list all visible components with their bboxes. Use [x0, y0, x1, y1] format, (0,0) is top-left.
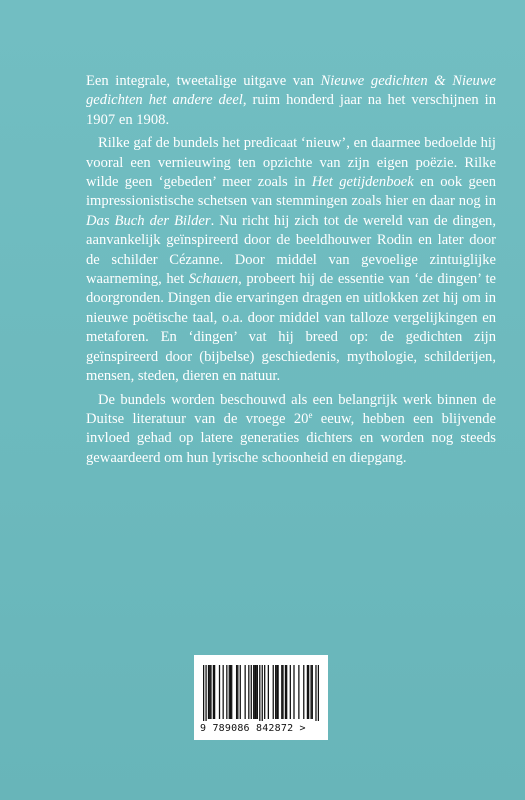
barcode-bar	[318, 665, 319, 721]
term-schauen: Schauen	[188, 271, 239, 288]
barcode-bar	[257, 665, 258, 719]
barcode-bar	[237, 665, 238, 719]
barcode-bar	[236, 665, 237, 719]
barcode-bars	[203, 665, 319, 721]
blurb-paragraph-1: Een integrale, tweetalige uitgave van Nieuwe gedichten & Nieuwe gedichten het andere deel, ruim honderd jaar na het verschijnen in 1907 en 1908.	[86, 73, 496, 128]
barcode-bar	[230, 665, 231, 719]
isbn-barcode	[194, 655, 328, 740]
barcode-bar	[240, 665, 241, 719]
barcode-bar	[312, 665, 313, 719]
title-nieuwe-gedichten: Nieuwe gedichten & Nieuwe gedichten het andere deel	[86, 73, 496, 109]
barcode-bar	[231, 665, 232, 719]
barcode-bar	[290, 665, 291, 719]
barcode-bar	[205, 665, 206, 721]
isbn-number: 9 789086 842872 >	[200, 723, 306, 734]
barcode-bar	[286, 665, 287, 719]
barcode-bar	[245, 665, 246, 719]
barcode-bar	[273, 665, 274, 719]
blurb-paragraph-2: Rilke gaf de bundels het predicaat ‘nieuw’, en daarmee bedoelde hij vooral een vernieuwing ten opzichte van zijn eigen poëzie. Rilke wilde geen ‘gebeden’ meer zoals in Het getijdenboek en ook geen impressionistische schetsen van stemmingen zoals hier en daar nog in Das Buch der Bilder. Nu richt hij zich tot de wereld van de dingen, aanvankelijk geïnspireerd door de beeldhouwer Rodin en later door de schilder Cézanne. Door middel van gevoelige zintuiglijke waarneming, het Schauen, probeert hij de essentie van ‘de dingen’ te doorgronden. Dingen die ervaringen dragen en uitlokken zet hij om in nieuwe poëtische taal, o.a. door middel van talloze vergelijkingen en metaforen. En ‘dingen’ vat hij breed op: de gedichten zijn geïnspireerd door (bijbelse) geschiedenis, mythologie, schilderijen, mensen, steden, dieren en natuur.	[86, 135, 497, 385]
barcode-bar	[310, 665, 311, 719]
barcode-bar	[308, 665, 309, 719]
barcode-bar	[282, 665, 283, 719]
barcode-bar	[293, 665, 294, 719]
barcode-bar	[277, 665, 278, 719]
barcode-bar	[315, 665, 316, 721]
barcode-bar	[276, 665, 277, 719]
barcode-bar	[219, 665, 220, 719]
barcode-bar	[213, 665, 214, 719]
barcode-bar	[229, 665, 230, 719]
barcode-bar	[251, 665, 252, 719]
superscript-e: e	[308, 409, 313, 420]
barcode-bar	[256, 665, 257, 719]
barcode-bar	[298, 665, 299, 719]
barcode-bar	[248, 665, 249, 719]
barcode-bar	[254, 665, 255, 719]
barcode-bar	[307, 665, 308, 719]
barcode-bar	[264, 665, 265, 719]
barcode-bar	[226, 665, 227, 719]
barcode-bar	[285, 665, 286, 719]
barcode-bar	[268, 665, 269, 719]
barcode-bar	[303, 665, 304, 719]
cover-blurb	[86, 72, 496, 472]
title-das-buch-der-bilder: Das Buch der Bilder	[86, 212, 211, 229]
barcode-bar	[214, 665, 215, 719]
blurb-paragraph-3: De bundels worden beschouwd als een belangrijk werk binnen de Duitse literatuur van de vroege 20e eeuw, hebben een blijvende invloed gehad op latere generaties dichters en worden nog steeds gewaardeerd om hun lyrische schoonheid en diepgang.	[86, 391, 496, 466]
barcode-bar	[223, 665, 224, 719]
barcode-bar	[209, 665, 210, 719]
barcode-bar	[259, 665, 260, 721]
barcode-bar	[203, 665, 204, 721]
title-het-getijdenboek: Het getijdenboek	[311, 174, 414, 191]
barcode-bar	[253, 665, 254, 719]
barcode-bar	[281, 665, 282, 719]
barcode-bar	[208, 665, 209, 719]
barcode-bar	[275, 665, 276, 719]
barcode-bar	[262, 665, 263, 721]
barcode-bar	[210, 665, 211, 719]
